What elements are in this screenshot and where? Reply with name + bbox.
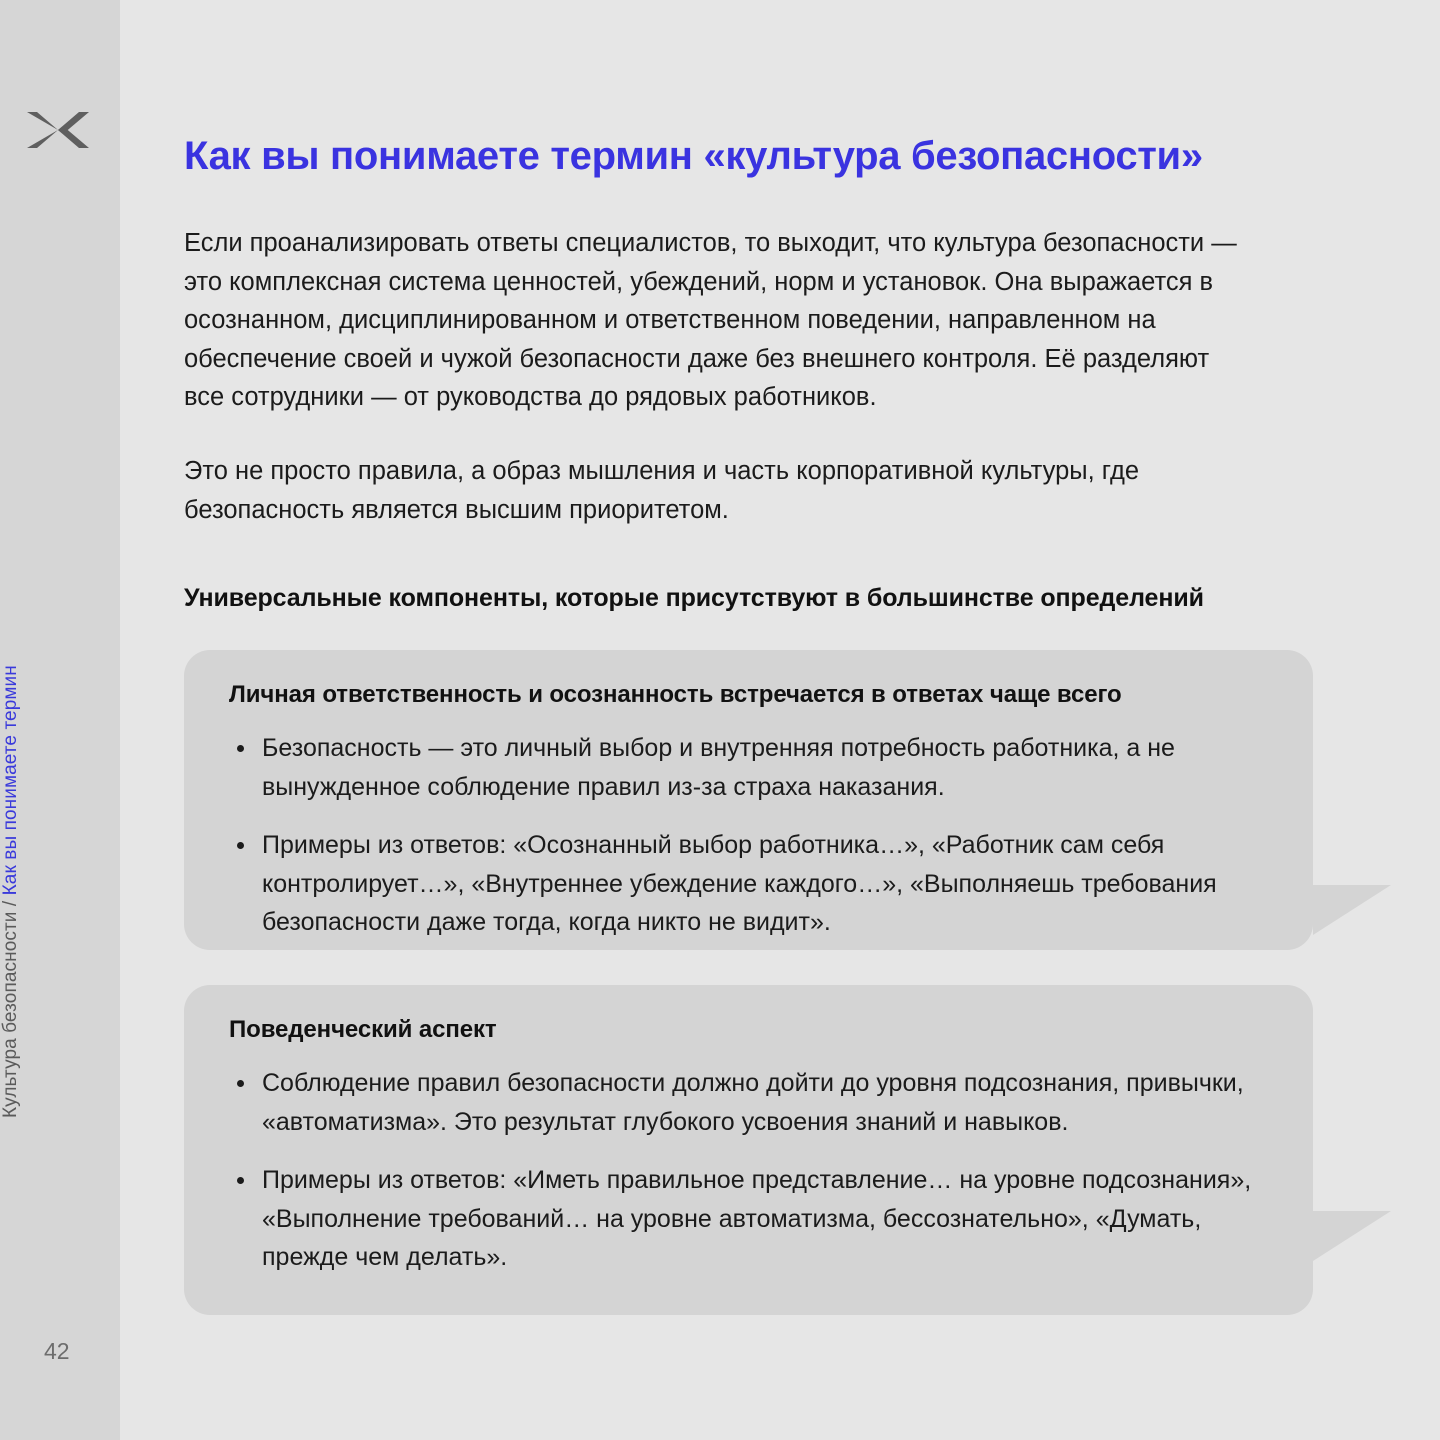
bullet-dot-icon (237, 1080, 244, 1087)
component-card-personal-responsibility (184, 650, 1313, 950)
intro-paragraph-2: Это не просто правила, а образ мышления и часть корпоративной культуры, где безопасность является высшим приоритетом. (184, 457, 1140, 524)
list-item (229, 729, 1273, 806)
component-card-behavioral-aspect (184, 985, 1313, 1315)
breadcrumb-current: Как вы понимаете термин (0, 665, 21, 896)
bullet-dot-icon (237, 1177, 244, 1184)
page-title: Как вы понимаете термин «культура безопасности» (184, 134, 1203, 178)
breadcrumb-primary: Культура безопасности / (0, 895, 21, 1118)
bubble-tail-icon (1313, 885, 1391, 935)
main-content (120, 0, 1440, 1440)
list-item (229, 1064, 1273, 1141)
page-number: 42 (44, 1338, 70, 1364)
list-item-text: Примеры из ответов: «Иметь правильное представление… на уровне подсознания», «Выполнение требований… на уровне автоматизма, бессознательно», «Думать, прежде чем делать». (262, 1166, 1252, 1271)
list-item-text: Безопасность — это личный выбор и внутренняя потребность работника, а не вынужденное соблюдение правил из-за страха наказания. (262, 734, 1175, 801)
card-bullet-list (229, 729, 1273, 942)
bubble-tail-icon (1313, 1211, 1391, 1261)
card-title: Поведенческий аспект (229, 1016, 497, 1043)
list-item (229, 1161, 1273, 1277)
list-item-text: Соблюдение правил безопасности должно дойти до уровня подсознания, привычки, «автоматизма». Это результат глубокого усвоения знаний и навыков. (262, 1069, 1244, 1136)
intro-paragraph-1: Если проанализировать ответы специалистов, то выходит, что культура безопасности — это комплексная система ценностей, убеждений, норм и установок. Она выражается в осознанном, дисциплинированном и ответственном поведении, направленном на обеспечение своей и чужой безопасности даже без внешнего контроля. Её разделяют все сотрудники — от руководства до рядовых работников. (184, 229, 1237, 411)
card-title: Личная ответственность и осознанность встречается в ответах чаще всего (229, 681, 1122, 708)
bullet-dot-icon (237, 745, 244, 752)
double-x-logo (27, 108, 89, 152)
bullet-dot-icon (237, 842, 244, 849)
left-sidebar (0, 0, 120, 1440)
card-bullet-list (229, 1064, 1273, 1277)
breadcrumb (0, 0, 22, 1118)
section-heading: Универсальные компоненты, которые присутствуют в большинстве определений (184, 584, 1204, 612)
list-item-text: Примеры из ответов: «Осознанный выбор работника…», «Работник сам себя контролирует…», «Внутреннее убеждение каждого…», «Выполняешь требования безопасности даже тогда, когда никто не видит». (262, 831, 1217, 936)
list-item (229, 826, 1273, 942)
